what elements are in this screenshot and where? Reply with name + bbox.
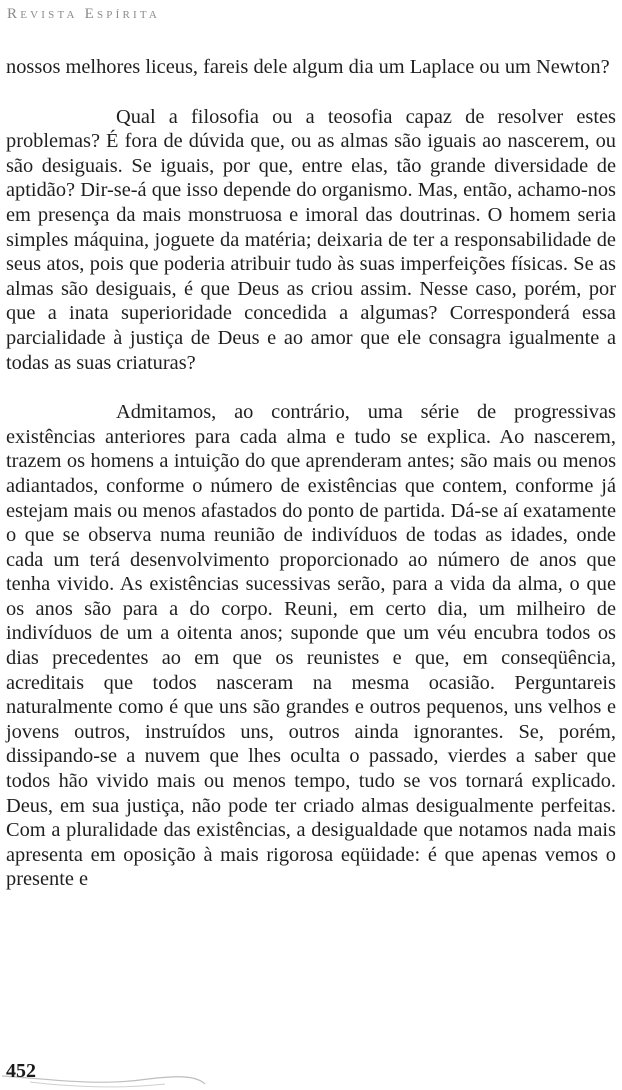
paragraph-continuation: nossos melhores liceus, fareis dele algum dia um Laplace ou um Newton?	[6, 56, 610, 78]
page-number: 452	[6, 1060, 36, 1082]
body-text	[6, 55, 616, 917]
paragraph-existences: Admitamos, ao contrário, uma série de progressivas existências anteriores para cada alma e tudo se explica. Ao nascerem, trazem os homens a intuição do que aprenderam antes; são mais ou menos adiantados, conforme o número de existências que contem, conforme já estejam mais ou menos afastados do ponto de partida. Dá-se aí exatamente o que se observa numa reunião de indivíduos de todas as idades, onde cada um terá desenvolvimento proporcionado ao número de anos que tenha vivido. As existências sucessivas serão, para a vida da alma, o que os anos são para a do corpo. Reuni, em certo dia, um milheiro de indivíduos de um a oitenta anos; suponde que um véu encubra todos os dias precedentes ao em que os reunistes e que, em conseqüência, acreditais que todos nasceram na mesma ocasião. Perguntareis naturalmente como é que uns são grandes e outros pequenos, uns velhos e jovens outros, instruídos uns, outros ainda ignorantes. Se, porém, dissipando-se a nuvem que lhes oculta o passado, vierdes a saber que todos hão vivido mais ou menos tempo, tudo se vos tornará explicado. Deus, em sua justiça, não pode ter criado almas desigualmente perfeitas. Com a pluralidade das existências, a desigualdade que notamos nada mais apresenta em oposição à mais rigorosa eqüidade: é que apenas vemos o presente e	[6, 401, 616, 891]
running-head-title: Revista Espírita	[7, 6, 161, 22]
paragraph-philosophy: Qual a filosofia ou a teosofia capaz de resolver estes problemas? É fora de dúvida que, ou as almas são iguais ao nascerem, ou são desiguais. Se iguais, por que, entre elas, tão grande diversidade de aptidão? Dir-se-á que isso depende do organismo. Mas, então, achamo-nos em presença da mais monstruosa e imoral das doutrinas. O homem seria simples máquina, joguete da matéria; deixaria de ter a responsabilidade de seus atos, pois que poderia atribuir tudo às suas imperfeições físicas. Se as almas são desiguais, é que Deus as criou assim. Nesse caso, porém, por que a inata superioridade concedida a algumas? Corresponderá essa parcialidade à justiça de Deus e ao amor que ele consagra igualmente a todas as suas criaturas?	[6, 105, 616, 374]
